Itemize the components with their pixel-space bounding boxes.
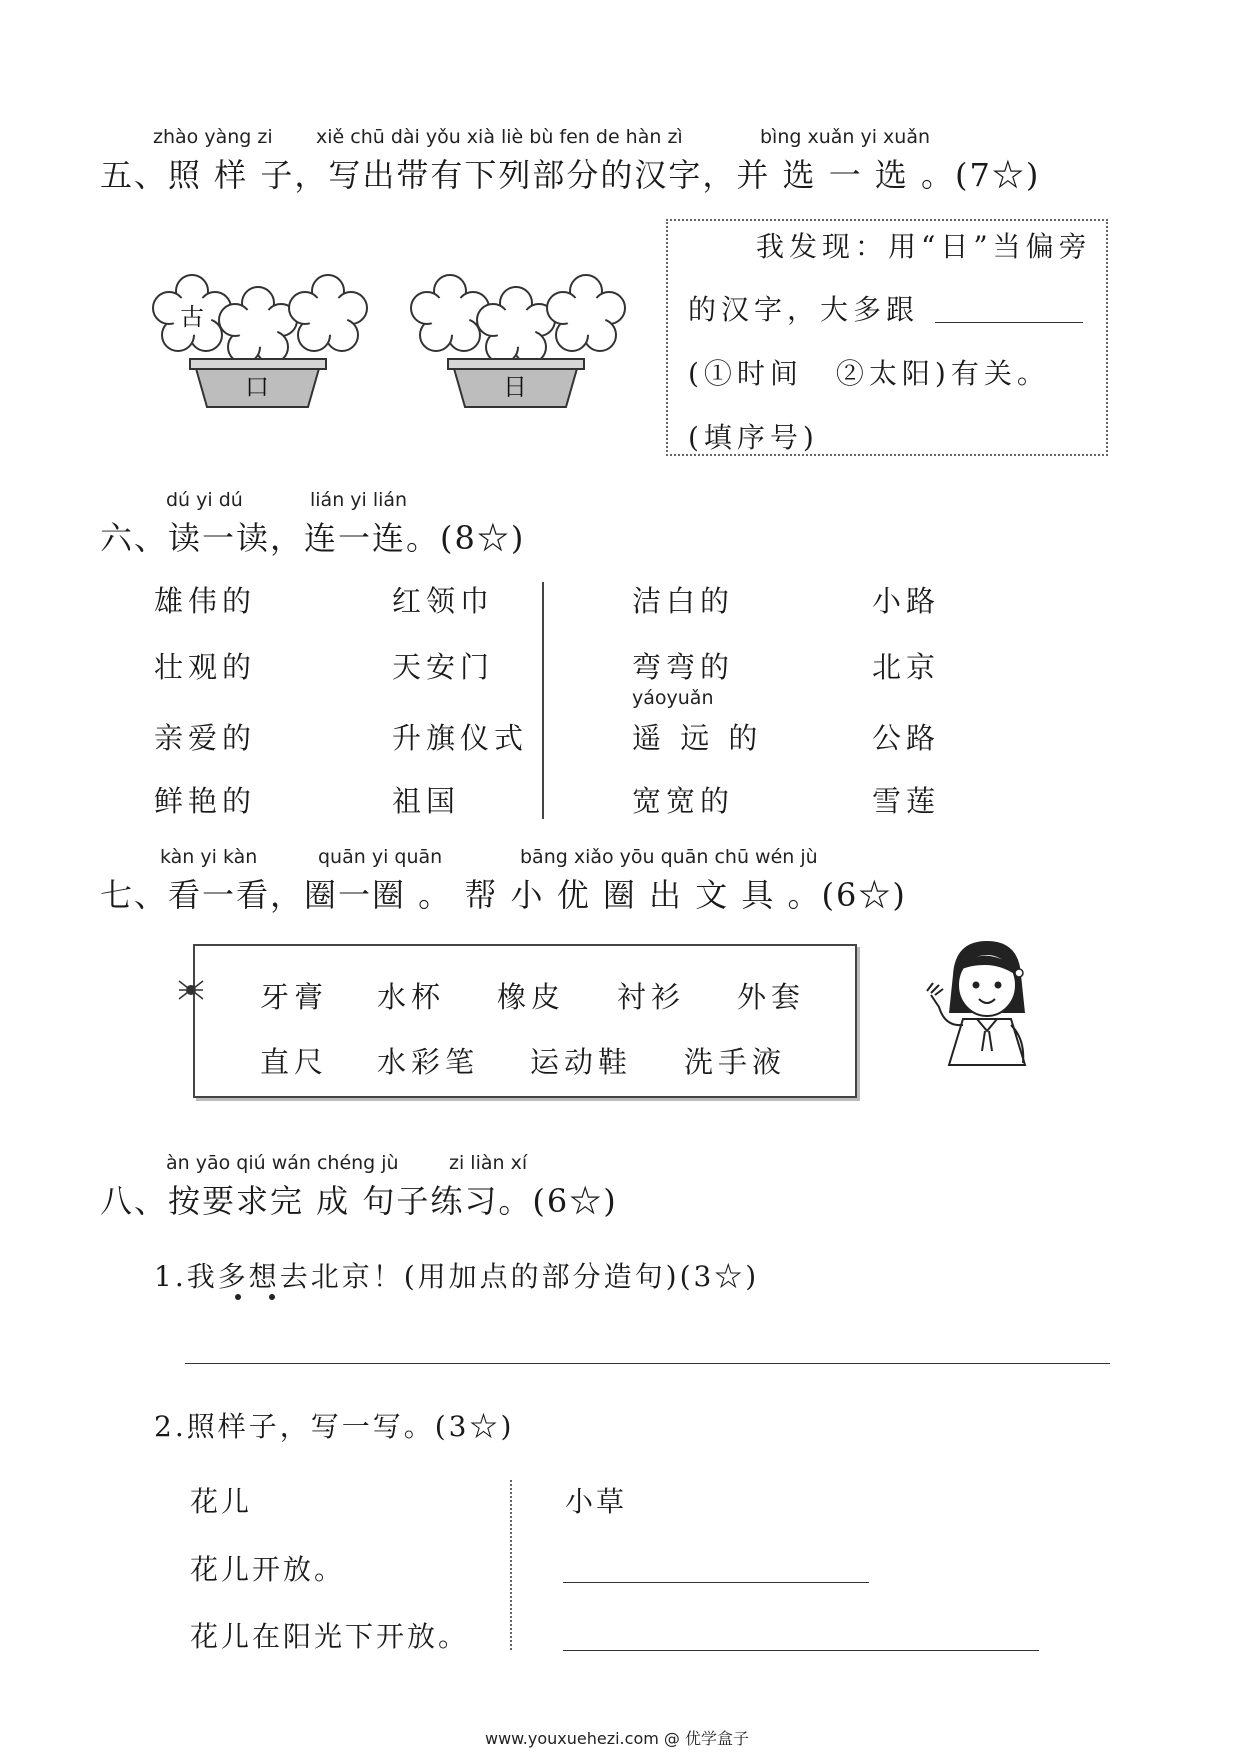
pot-base-char: 口 xyxy=(245,373,269,401)
flower-icon xyxy=(477,287,555,363)
stationery-word[interactable]: 衬衫 xyxy=(617,980,686,1014)
example-line: 花儿在阳光下开放。 xyxy=(190,1620,470,1653)
match-word[interactable]: 鲜艳的 xyxy=(154,784,257,818)
discovery-text: 的汉字，大多跟 xyxy=(688,293,920,326)
stationery-word[interactable]: 外套 xyxy=(737,980,806,1014)
stationery-word[interactable]: 洗手液 xyxy=(684,1045,787,1079)
pinyin-line: zhào yàng zi xyxy=(153,126,273,148)
section-6-title: 六、读一读，连一连。(8☆) xyxy=(100,519,526,557)
match-word[interactable]: 壮观的 xyxy=(154,650,257,684)
answer-line[interactable] xyxy=(185,1363,1110,1364)
spider-icon xyxy=(176,975,206,1005)
example-line: 花儿开放。 xyxy=(190,1553,346,1586)
match-word[interactable]: 遥 远 的 xyxy=(632,721,763,755)
column-divider xyxy=(510,1480,512,1650)
flower-char: 古 xyxy=(180,303,204,331)
match-word[interactable]: 红领巾 xyxy=(392,584,495,618)
pinyin-line: dú yi dú xyxy=(166,489,243,511)
flower-pot-2 xyxy=(411,275,625,407)
flower-pot-1 xyxy=(153,275,367,407)
flower-icon xyxy=(289,275,367,351)
answer-blank[interactable] xyxy=(935,322,1083,323)
match-word[interactable]: 亲爱的 xyxy=(154,721,257,755)
discovery-text: 我发现：用“日”当偏旁 xyxy=(756,230,1092,263)
flower-icon xyxy=(219,287,297,363)
stationery-word[interactable]: 直尺 xyxy=(260,1045,329,1079)
match-word[interactable]: 北京 xyxy=(872,650,941,684)
column-divider xyxy=(542,582,544,819)
match-word[interactable]: 雄伟的 xyxy=(154,584,257,618)
stationery-word[interactable]: 牙膏 xyxy=(260,980,329,1014)
pinyin-line: xiě chū dài yǒu xià liè bù fen de hàn zì xyxy=(316,126,683,148)
pinyin-line: yáoyuǎn xyxy=(632,687,714,709)
answer-line[interactable] xyxy=(563,1650,1039,1651)
example-line: 花儿 xyxy=(190,1485,253,1518)
flower-pots-illustration xyxy=(140,255,660,415)
stationery-word[interactable]: 橡皮 xyxy=(497,980,566,1014)
flower-icon xyxy=(547,275,625,351)
pinyin-line: quān yi quān xyxy=(318,846,443,868)
pinyin-line: bāng xiǎo yōu quān chū wén jù xyxy=(520,846,818,868)
girl-illustration xyxy=(925,935,1050,1070)
match-word[interactable]: 天安门 xyxy=(392,650,495,684)
pinyin-line: zi liàn xí xyxy=(449,1152,528,1174)
prompt-word: 小草 xyxy=(565,1485,628,1518)
question-1: 1.我多想去北京！(用加点的部分造句)(3☆) xyxy=(154,1260,760,1293)
answer-line[interactable] xyxy=(563,1582,869,1583)
question-2: 2.照样子，写一写。(3☆) xyxy=(154,1410,515,1443)
emphasis-dot xyxy=(235,1294,241,1300)
discovery-text: (填序号) xyxy=(688,421,819,454)
match-word[interactable]: 雪莲 xyxy=(872,784,941,818)
match-word[interactable]: 宽宽的 xyxy=(632,784,735,818)
section-8-title: 八、按要求完 成 句子练习。(6☆) xyxy=(100,1182,618,1220)
section-5-title: 五、照 样 子，写出带有下列部分的汉字，并 选 一 选 。(7☆) xyxy=(100,156,1041,194)
match-word[interactable]: 升旗仪式 xyxy=(392,721,529,755)
stationery-word[interactable]: 水彩笔 xyxy=(377,1045,480,1079)
match-word[interactable]: 小路 xyxy=(872,584,941,618)
match-word[interactable]: 洁白的 xyxy=(632,584,735,618)
match-word[interactable]: 祖国 xyxy=(392,784,461,818)
pinyin-line: àn yāo qiú wán chéng jù xyxy=(166,1152,399,1174)
section-7-title: 七、看一看，圈一圈 。 帮 小 优 圈 出 文 具 。(6☆) xyxy=(100,876,907,914)
flower-icon xyxy=(411,275,489,351)
emphasis-dot xyxy=(269,1294,275,1300)
match-word[interactable]: 弯弯的 xyxy=(632,650,735,684)
match-word[interactable]: 公路 xyxy=(872,721,941,755)
footer-watermark: www.youxuehezi.com @ 优学盒子 xyxy=(485,1729,749,1748)
pinyin-line: lián yi lián xyxy=(310,489,408,511)
pinyin-line: bìng xuǎn yi xuǎn xyxy=(760,126,931,148)
discovery-text: (①时间 ②太阳)有关。 xyxy=(688,357,1050,390)
stationery-word[interactable]: 运动鞋 xyxy=(530,1045,633,1079)
stationery-word[interactable]: 水杯 xyxy=(377,980,446,1014)
pinyin-line: kàn yi kàn xyxy=(160,846,258,868)
pot-base-char: 日 xyxy=(503,373,527,401)
